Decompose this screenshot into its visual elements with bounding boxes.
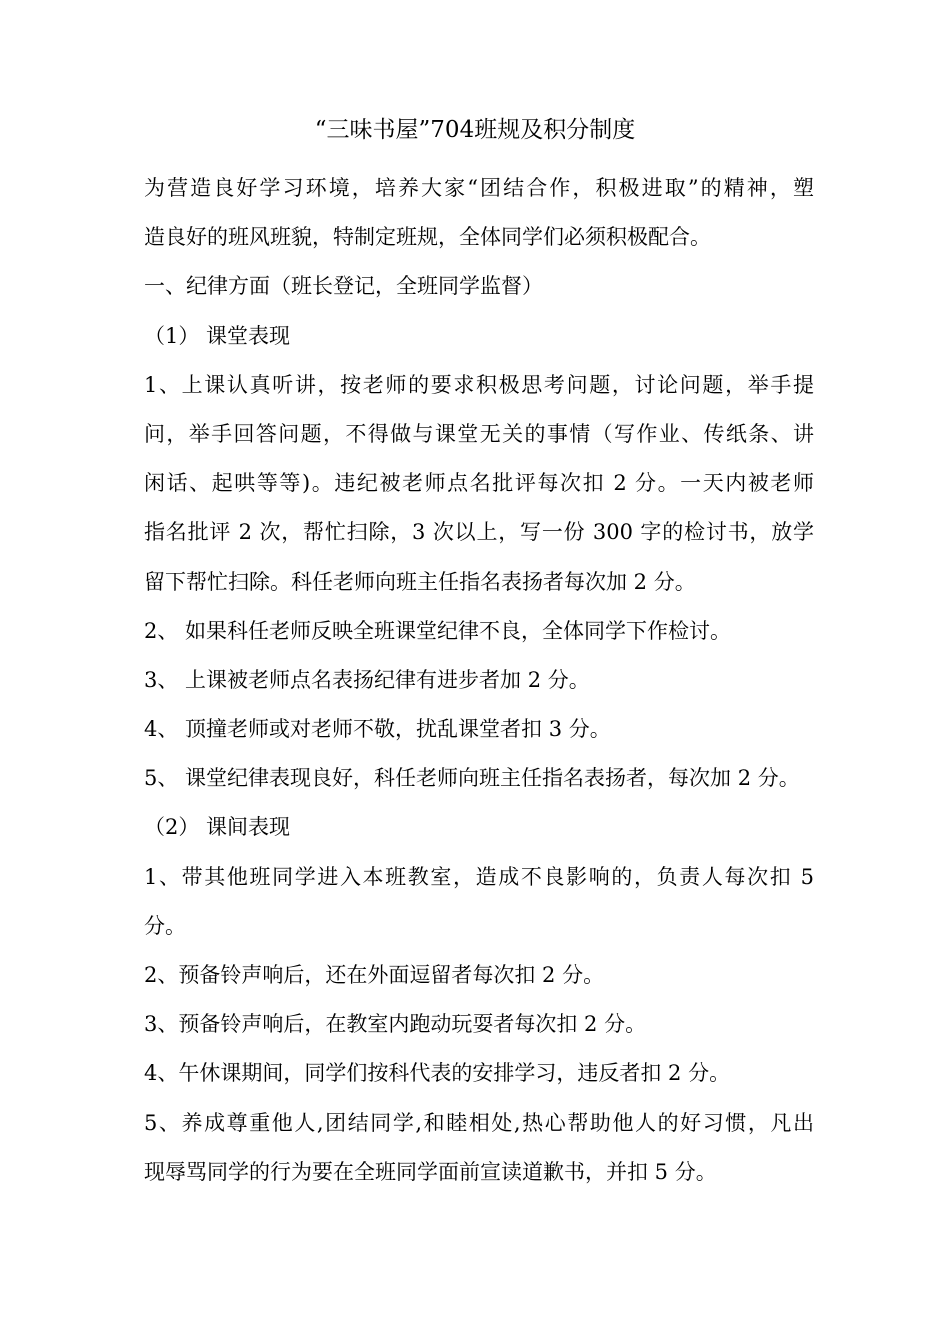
paragraph-line: 造良好的班风班貌，特制定班规，全体同学们必须积极配合。 bbox=[144, 225, 711, 250]
subsection-heading: （1） 课堂表现 bbox=[144, 323, 291, 348]
list-item: 3、 上课被老师点名表扬纪律有进步者加 2 分。 bbox=[144, 667, 590, 692]
document-title: “三味书屋”704班规及积分制度 bbox=[314, 117, 636, 143]
list-item: 5、养成尊重他人,团结同学,和睦相处,热心帮助他人的好习惯，凡出 bbox=[144, 1110, 814, 1135]
document-body bbox=[144, 169, 814, 1202]
list-item: 2、预备铃声响后，还在外面逗留者每次扣 2 分。 bbox=[144, 963, 605, 987]
paragraph-line: 现辱骂同学的行为要在全班同学面前宣读道歉书，并扣 5 分。 bbox=[144, 1159, 717, 1184]
list-item: 4、 顶撞老师或对老师不敬，扰乱课堂者扣 3 分。 bbox=[144, 717, 611, 742]
list-item: 2、 如果科任老师反映全班课堂纪律不良，全体同学下作检讨。 bbox=[144, 618, 732, 643]
paragraph-line: 为营造良好学习环境，培养大家“团结合作，积极进取”的精神，塑 bbox=[144, 176, 814, 200]
paragraph-line: 分。 bbox=[144, 913, 186, 938]
list-item: 3、预备铃声响后，在教室内跑动玩耍者每次扣 2 分。 bbox=[144, 1012, 647, 1037]
section-heading: 一、纪律方面（班长登记，全班同学监督） bbox=[144, 274, 543, 299]
paragraph-line: 留下帮忙扫除。科任老师向班主任指名表扬者每次加 2 分。 bbox=[144, 569, 696, 594]
paragraph-line: 1、上课认真听讲，按老师的要求积极思考问题，讨论问题，举手提 bbox=[144, 372, 814, 397]
paragraph-line: 指名批评 2 次，帮忙扫除，3 次以上，写一份 300 字的检讨书，放学 bbox=[144, 520, 814, 545]
subsection-heading: （2） 课间表现 bbox=[144, 815, 291, 840]
list-item: 4、午休课期间，同学们按科代表的安排学习，违反者扣 2 分。 bbox=[144, 1061, 731, 1086]
list-item: 1、带其他班同学进入本班教室，造成不良影响的，负责人每次扣 5 bbox=[144, 864, 814, 889]
list-item: 5、 课堂纪律表现良好，科任老师向班主任指名表扬者，每次加 2 分。 bbox=[144, 766, 800, 791]
paragraph-line: 闲话、起哄等等)。违纪被老师点名批评每次扣 2 分。一天内被老师 bbox=[144, 471, 814, 496]
paragraph-line: 问，举手回答问题，不得做与课堂无关的事情（写作业、传纸条、讲 bbox=[144, 421, 814, 446]
